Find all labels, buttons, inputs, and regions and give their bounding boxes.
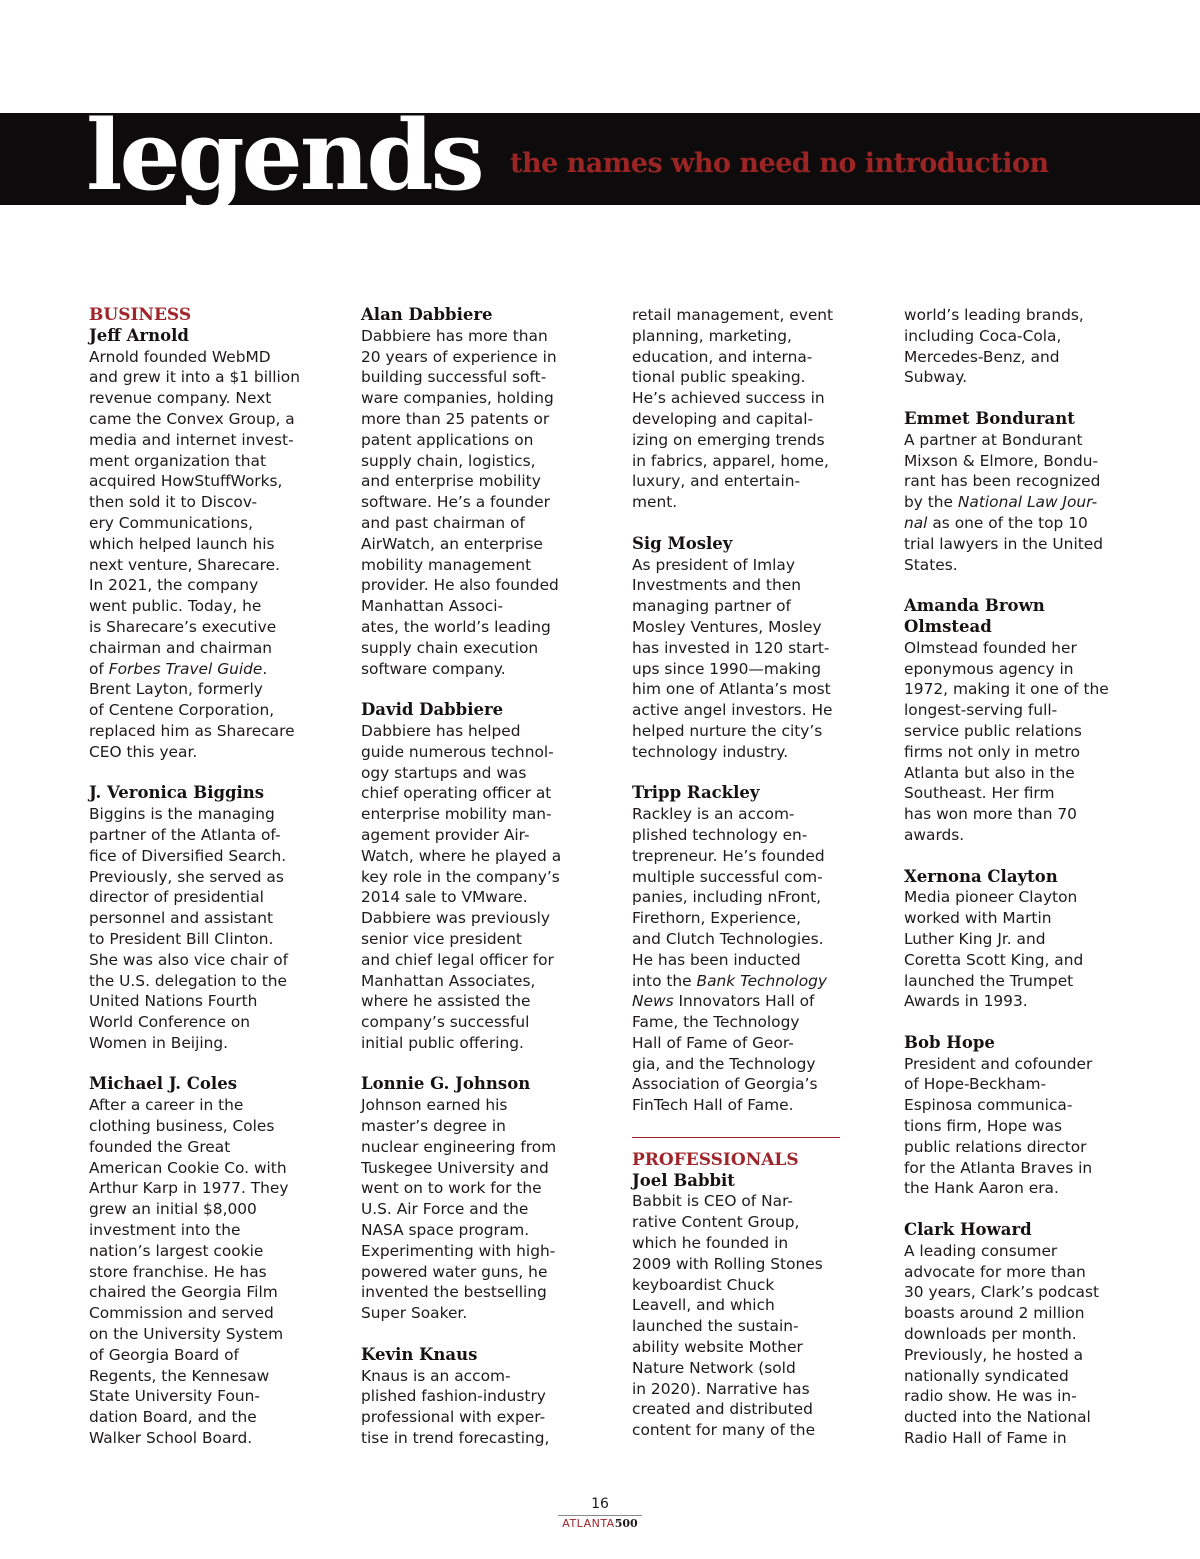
profile-entry bbox=[904, 867, 1116, 1013]
column-1 bbox=[89, 305, 301, 1449]
profile-entry-continued bbox=[632, 305, 844, 513]
profile-entry bbox=[904, 1220, 1116, 1449]
profile-name: Jeff Arnold bbox=[89, 325, 189, 345]
section-heading-professionals: PROFESSIONALS bbox=[632, 1149, 799, 1170]
profile-entry bbox=[361, 1074, 573, 1324]
profile-entry bbox=[361, 1345, 573, 1449]
profile-text: Dabbiere has more than 20 years of experience in building successful soft- ware companies, holding more than 25 patents or patent applications on supply chain, logistics, and enterprise mobility software. He’s a founder and past chairman of AirWatch, an enterprise mobility management provider. He also founded Manhattan Associ- ates, the world’s leading supply chain execution software company. bbox=[361, 326, 559, 678]
profile-entry bbox=[89, 326, 301, 763]
profile-entry bbox=[361, 305, 573, 679]
profile-text: After a career in the clothing business, Coles founded the Great American Cookie Co. with Arthur Karp in 1977. They grew an initial $8,000 investment into the nation’s largest cookie store franchise. He has chaired the Georgia Film Commission and served on the University System of Georgia Board of Regents, the Kennesaw State University Foun- dation Board, and the Walker School Board. bbox=[89, 1096, 289, 1448]
page-number: 16 bbox=[591, 1496, 609, 1512]
column-3 bbox=[632, 305, 844, 1441]
profile-entry bbox=[361, 700, 573, 1054]
profile-name: David Dabbiere bbox=[361, 700, 504, 720]
profile-name: Alan Dabbiere bbox=[361, 305, 493, 324]
profile-text: Arnold founded WebMD and grew it into a $1 billion revenue company. Next came the Convex Group, a media and internet invest- ment organization that acquired HowStuffWorks, then sold it to Discov- ery Communications, which helped launch his next venture, Sharecare. In 2021, the company went public. Today, he is Sharecare’s executive chairman and chairman of Forbes Travel Guide. Brent Layton, formerly of Centene Corporation, replaced him as Sharecare CEO this year. bbox=[89, 347, 300, 761]
column-2 bbox=[361, 305, 573, 1449]
profile-text: Rackley is an accom- plished technology en- trepreneur. He’s founded multiple successful com- panies, including nFront, Firethorn, Experience, and Clutch Technologies. He has been inducted into the Bank Technology News Innovators Hall of Fame, the Technology Hall of Fame of Geor- gia, and the Technology Association of Georgia’s FinTech Hall of Fame. bbox=[632, 805, 828, 1115]
profile-entry bbox=[904, 409, 1116, 575]
profile-text: As president of Imlay Investments and then managing partner of Mosley Ventures, Mosley has invested in 120 start- ups since 1990—making him one of Atlanta’s most active angel investors. He helped nurture the city’s technology industry. bbox=[632, 555, 833, 761]
profile-text: President and cofounder of Hope-Beckham- Espinosa communica- tions firm, Hope was public relations director for the Atlanta Braves in the Hank Aaron era. bbox=[904, 1054, 1093, 1198]
profile-entry bbox=[632, 1171, 844, 1441]
profile-text: Knaus is an accom- plished fashion-industry professional with exper- tise in trend forecasting, bbox=[361, 1366, 550, 1448]
magazine-footer bbox=[558, 1517, 642, 1530]
profile-name: Tripp Rackley bbox=[632, 783, 760, 803]
profile-entry bbox=[89, 1074, 301, 1448]
profile-entry bbox=[632, 783, 844, 1116]
profile-name: Amanda Brown Olmstead bbox=[904, 596, 1045, 636]
profile-name: Michael J. Coles bbox=[89, 1074, 237, 1094]
profile-text: Biggins is the managing partner of the Atlanta of- fice of Diversified Search. Previously, she served as director of presidential personnel and assistant to President Bill Clinton. She was also vice chair of the U.S. delegation to the United Nations Fourth World Conference on Women in Beijing. bbox=[89, 805, 289, 1052]
profile-text: world’s leading brands, including Coca-Cola, Mercedes-Benz, and Subway. bbox=[904, 306, 1084, 387]
profile-entry bbox=[632, 534, 844, 763]
profile-name: Clark Howard bbox=[904, 1220, 1032, 1240]
magazine-number: 500 bbox=[614, 1517, 638, 1530]
magazine-city: ATLANTA bbox=[562, 1517, 615, 1530]
profile-text: Babbit is CEO of Nar- rative Content Group, which he founded in 2009 with Rolling Stones keyboardist Chuck Leavell, and which launched the sustain- ability website Mother Nature Network (sold in 2020). Narrative has created and distributed content for many of the bbox=[632, 1192, 823, 1440]
profile-text: Media pioneer Clayton worked with Martin Luther King Jr. and Coretta Scott King, and launched the Trumpet Awards in 1993. bbox=[904, 888, 1084, 1011]
profile-name: Emmet Bondurant bbox=[904, 408, 1075, 428]
profile-entry bbox=[89, 783, 301, 1053]
profile-text: A leading consumer advocate for more than 30 years, Clark’s podcast boasts around 2 million downloads per month. Previously, he hosted a nationally syndicated radio show. He was in- ducted into the National Radio Hall of Fame in bbox=[904, 1241, 1100, 1448]
profile-entry-continued bbox=[904, 305, 1116, 388]
profile-name: Joel Babbit bbox=[632, 1170, 735, 1190]
profile-name: Kevin Knaus bbox=[361, 1344, 478, 1364]
profile-entry bbox=[904, 1033, 1116, 1199]
profile-name: Bob Hope bbox=[904, 1032, 995, 1052]
section-heading-business: BUSINESS bbox=[89, 305, 192, 325]
profile-text: A partner at Bondurant Mixson & Elmore, Bondu- rant has been recognized by the National Law Jour- nal as one of the top 10 trial lawyers in the United States. bbox=[904, 430, 1103, 574]
profile-text: Dabbiere has helped guide numerous technol- ogy startups and was chief operating officer at enterprise mobility man- agement provider Air- Watch, where he played a key role in the company’s 2014 sale to VMware. Dabbiere was previously senior vice president and chief legal officer for Manhattan Associates, where he assisted the company’s successful initial public offering. bbox=[361, 721, 562, 1052]
profile-name: Xernona Clayton bbox=[904, 866, 1058, 886]
section-divider bbox=[632, 1137, 840, 1138]
profile-name: J. Veronica Biggins bbox=[89, 783, 265, 803]
column-4 bbox=[904, 305, 1116, 1449]
profile-name: Lonnie G. Johnson bbox=[361, 1074, 531, 1094]
page-title: legends bbox=[86, 99, 482, 212]
footer-divider bbox=[558, 1515, 642, 1516]
profile-entry bbox=[904, 596, 1116, 846]
profile-text: retail management, event planning, marketing, education, and interna- tional public speaking. He’s achieved success in developing and capital- izing on emerging trends in fabrics, apparel, home, luxury, and entertain- ment. bbox=[632, 306, 834, 512]
page-subtitle: the names who need no introduction bbox=[510, 148, 1049, 179]
profile-text: Olmstead founded her eponymous agency in 1972, making it one of the longest-serving full- service public relations firms not only in metro Atlanta but also in the Southeast. Her firm has won more than 70 awards. bbox=[904, 638, 1109, 844]
profile-text: Johnson earned his master’s degree in nuclear engineering from Tuskegee University and went on to work for the U.S. Air Force and the NASA space program. Experimenting with high- powered water guns, he invented the bestselling Super Soaker. bbox=[361, 1096, 557, 1323]
profile-name: Sig Mosley bbox=[632, 533, 733, 553]
